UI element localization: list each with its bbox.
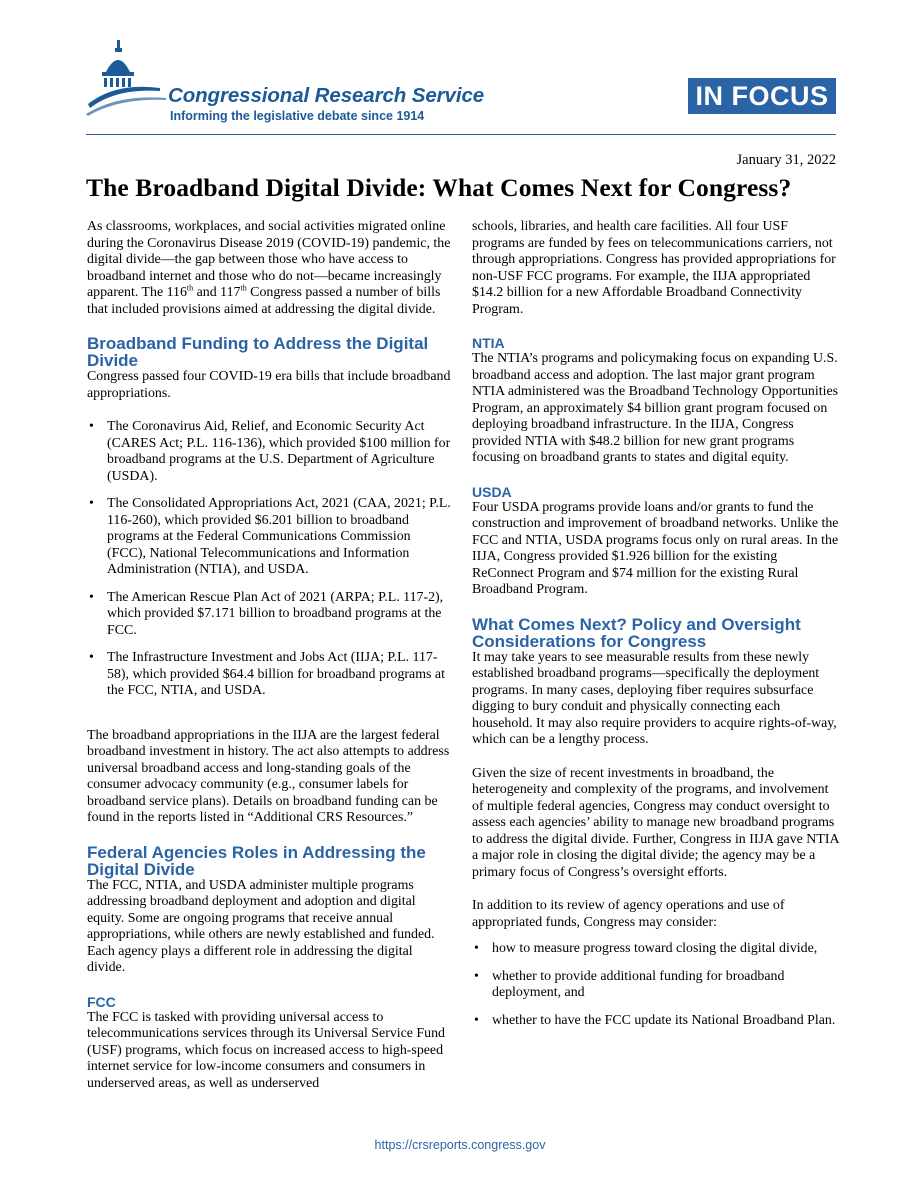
funding-closing: The broadband appropriations in the IIJA are the largest federal broadband investment in history. The act also attempts to address universal broadband access and long-standing goals of the consumer advocacy community (e.g., consumer labels for broadband service plans). Details on broadband funding can be found in the reports listed in “Additional CRS Resources.”: [87, 727, 450, 825]
usda-body: Four USDA programs provide loans and/or grants to fund the construction and improvement of broadband networks. Unlike the FCC and NTIA, USDA programs focus only on rural areas. In the IIJA, Congress provided $1.926 billion for the existing ReConnect Program and $74 million for the existing Rural Broadband Program.: [472, 499, 839, 597]
intro-paragraph: As classrooms, workplaces, and social activities migrated online during the Coronavirus Disease 2019 (COVID-19) pandemic, the digital divide—the gap between those who have access to broadband internet and those who do not—became increasingly apparent. The 116th and 117th Congress passed a number of bills that included provisions aimed at addressing the digital divide.: [87, 219, 451, 317]
funding-lead: Congress passed four COVID-19 era bills that include broadband appropriations.: [87, 369, 451, 401]
subheading-fcc: FCC: [87, 993, 116, 1010]
list-item: • whether to provide additional funding for broadband deployment, and: [472, 969, 840, 1002]
list-item: • The American Rescue Plan Act of 2021 (ARPA; P.L. 117-2), which provided $7.171 billion to broadband programs at the FCC.: [87, 590, 452, 640]
right-column: [472, 219, 840, 1040]
funding-bill-list: [87, 419, 452, 700]
section-heading-agencies: Federal Agencies Roles in Addressing the Digital Divide: [87, 842, 426, 879]
page-title: The Broadband Digital Divide: What Comes Next for Congress?: [86, 173, 792, 202]
fcc-body: The FCC is tasked with providing universal access to telecommunications services through its Universal Service Fund (USF) programs, which focus on increased access to high-speed internet service for low-income consumers and consumers in underserved areas, as well as underserved: [87, 1009, 445, 1091]
report-header: [86, 38, 836, 138]
subheading-usda: USDA: [472, 483, 512, 500]
left-column: [87, 219, 452, 1109]
agencies-body: The FCC, NTIA, and USDA administer multiple programs addressing broadband deployment and adoption and digital equity. Some are ongoing programs that receive annual appropriations, while others are newly established and funded. Each agency plays a different role in addressing the digital divide.: [87, 877, 435, 975]
subheading-ntia: NTIA: [472, 335, 505, 351]
list-item: • whether to have the FCC update its National Broadband Plan.: [472, 1013, 840, 1030]
header-rule: [86, 134, 836, 135]
next-paragraph-2: Given the size of recent investments in broadband, the heterogeneity and complexity of the programs, and involvement of multiple federal agencies, Congress may conduct oversight to assess each agencies’ ability to manage new broadband programs to address the digital divide. Further, Congress in IIJA gave NTIA a major role in closing the digital divide; the agency may be a primary focus of Congress’s oversight efforts.: [472, 765, 839, 880]
next-paragraph-3: In addition to its review of agency operations and use of appropriated funds, Congress may consider:: [472, 898, 785, 930]
list-item: • The Consolidated Appropriations Act, 2021 (CAA, 2021; P.L. 116-260), which provided $6.201 billion to broadband programs at the Federal Communications Commission (FCC), National Telecommunications and Information Administration (NTIA), and USDA.: [87, 496, 452, 579]
footer-url[interactable]: https://crsreports.congress.gov: [374, 1138, 546, 1152]
list-item: • how to measure progress toward closing the digital divide,: [472, 941, 840, 958]
publication-date: January 31, 2022: [736, 152, 836, 168]
org-tagline: Informing the legislative debate since 1914: [170, 109, 425, 123]
list-item: • The Infrastructure Investment and Jobs Act (IIJA; P.L. 117-58), which provided $64.4 billion for broadband programs at the FCC, NTIA, and USDA.: [87, 650, 452, 700]
org-name: Congressional Research Service: [168, 84, 485, 107]
section-heading-next: What Comes Next? Policy and Oversight Considerations for Congress: [472, 614, 801, 651]
in-focus-badge: IN FOCUS: [688, 78, 836, 114]
fcc-body-continued: schools, libraries, and health care facilities. All four USF programs are funded by fees on telecommunications carriers, not through appropriations. Congress has provided appropriations for non-USF FCC programs. For example, the IIJA appropriated $14.2 billion for a new Affordable Broadband Connectivity Program.: [472, 219, 836, 317]
consideration-list: [472, 941, 840, 1029]
section-heading-funding: Broadband Funding to Address the Digital Divide: [87, 334, 429, 370]
capitol-dome-logo: [86, 38, 166, 118]
list-item: • The Coronavirus Aid, Relief, and Economic Security Act (CARES Act; P.L. 116-136), which provided $100 million for broadband programs at the U.S. Department of Agriculture (USDA).: [87, 419, 452, 485]
next-paragraph-1: It may take years to see measurable results from these newly established broadband programs—specifically the deployment programs. In many cases, deploying fiber requires subsurface digging to bury conduit and physically connecting each household. It may also require providers to acquire rights-of-way, which can be a lengthy process.: [472, 649, 837, 747]
ntia-body: The NTIA’s programs and policymaking focus on expanding U.S. broadband access and adoption. The last major grant program NTIA administered was the Broadband Technology Opportunities Program, an approximately $4 billion grant program focused on deploying broadband infrastructure. In the IIJA, Congress provided NTIA with $48.2 billion for new grant programs focusing on broadband grants to states and digital equity.: [472, 351, 839, 465]
